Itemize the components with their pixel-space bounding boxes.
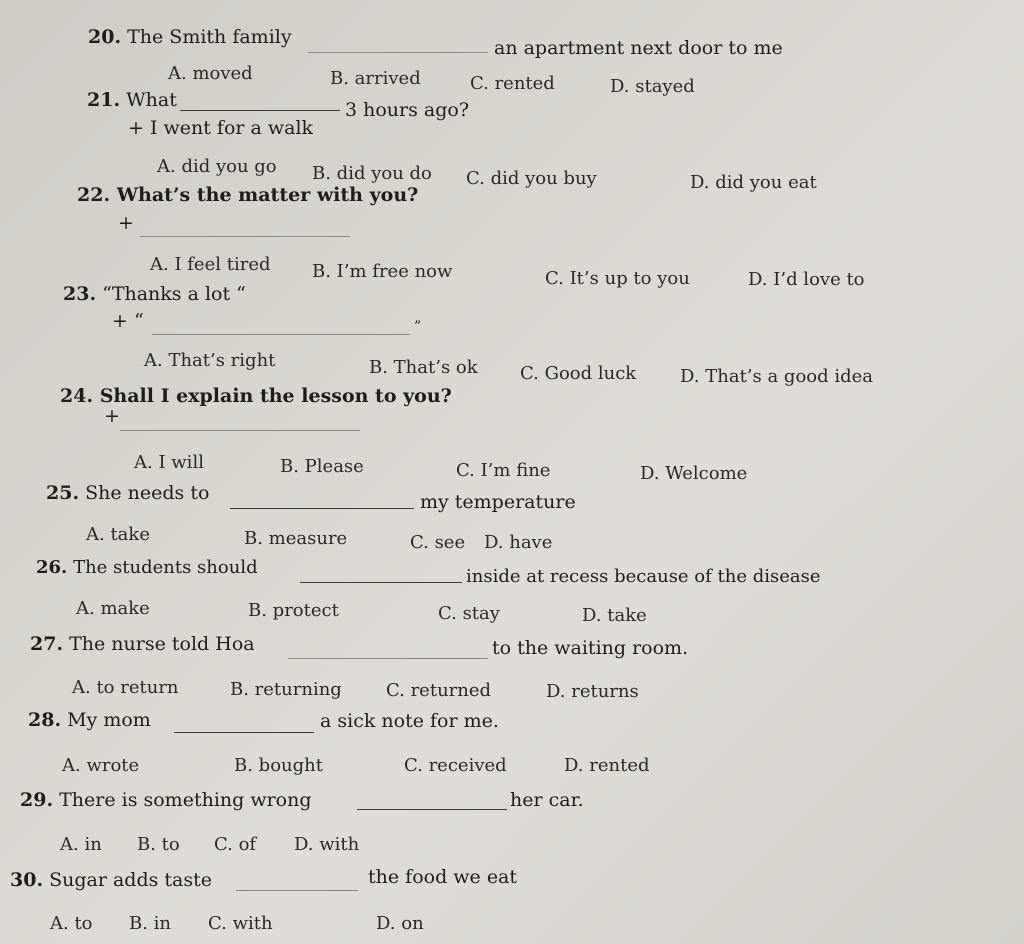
question-22-stem: 22. What’s the matter with you? (77, 184, 419, 206)
question-27-option-d: D. returns (546, 681, 639, 702)
question-30-option-b: B. in (129, 913, 172, 934)
question-26-option-d: D. take (582, 605, 647, 626)
question-23-option-b: B. That’s ok (369, 357, 478, 378)
question-22-option-d: D. I’d love to (748, 269, 865, 290)
question-29-blank (357, 809, 507, 810)
question-30-option-d: D. on (376, 913, 424, 934)
question-20-option-a: A. moved (168, 63, 253, 84)
question-22-option-a: A. I feel tired (150, 254, 271, 275)
question-28-stem: 28. My mom (28, 709, 151, 731)
question-26-option-a: A. make (76, 598, 150, 619)
question-25-option-b: B. measure (244, 528, 348, 549)
question-20-stem: 20. The Smith family (88, 26, 292, 48)
question-26-option-b: B. protect (248, 600, 339, 621)
question-27-blank (288, 658, 488, 659)
question-20-blank (308, 52, 488, 53)
question-29-stem-end: her car. (510, 789, 584, 811)
question-25-option-a: A. take (86, 524, 150, 545)
question-23-stem: 23. “Thanks a lot “ (63, 283, 246, 305)
question-24-option-c: C. I’m fine (456, 460, 551, 481)
question-29-stem: 29. There is something wrong (20, 789, 312, 811)
question-27-stem: 27. The nurse told Hoa (30, 633, 255, 655)
question-20-stem-end: an apartment next door to me (494, 37, 783, 59)
question-23-option-d: D. That’s a good idea (680, 366, 874, 387)
question-29-option-c: C. of (214, 834, 257, 855)
question-27-option-a: A. to return (72, 677, 179, 698)
question-21-option-d: D. did you eat (690, 172, 817, 193)
question-22-reply: + (118, 212, 134, 234)
question-24-option-a: A. I will (134, 452, 204, 473)
question-23-option-a: A. That’s right (144, 350, 276, 371)
question-20-option-c: C. rented (470, 73, 555, 94)
question-28-option-b: B. bought (234, 755, 323, 776)
question-25-option-c: C. see (410, 532, 466, 553)
question-21-option-a: A. did you go (157, 156, 277, 177)
question-23-reply: + “ (112, 310, 144, 332)
question-21-blank (180, 110, 340, 111)
question-22-blank (140, 236, 350, 237)
question-20-option-b: B. arrived (330, 68, 421, 89)
question-20-option-d: D. stayed (610, 76, 695, 97)
question-27-option-c: C. returned (386, 680, 492, 701)
question-21-stem-end: 3 hours ago? (345, 99, 470, 121)
question-28-option-d: D. rented (564, 755, 650, 776)
question-23-blank (152, 334, 410, 335)
question-24-option-b: B. Please (280, 456, 364, 477)
question-22-option-c: C. It’s up to you (545, 268, 690, 289)
question-30-option-c: C. with (208, 913, 273, 934)
question-21-stem: 21. What (87, 89, 177, 111)
question-30-blank (236, 890, 358, 891)
question-21-option-b: B. did you do (312, 163, 432, 184)
question-21-option-c: C. did you buy (466, 168, 597, 189)
question-24-stem: 24. Shall I explain the lesson to you? (60, 385, 452, 407)
question-28-blank (174, 732, 314, 733)
question-23-option-c: C. Good luck (520, 363, 637, 384)
question-25-stem-end: my temperature (420, 491, 576, 513)
question-29-option-d: D. with (294, 834, 360, 855)
question-25-blank (230, 508, 414, 509)
question-24-option-d: D. Welcome (640, 463, 748, 484)
question-25-option-d: D. have (484, 532, 553, 553)
question-24-blank (120, 430, 360, 431)
question-21-reply: + I went for a walk (128, 117, 314, 139)
question-26-option-c: C. stay (438, 603, 500, 624)
question-30-stem: 30. Sugar adds taste (10, 869, 213, 891)
question-27-stem-end: to the waiting room. (492, 637, 689, 659)
question-28-option-a: A. wrote (62, 755, 140, 776)
question-28-stem-end: a sick note for me. (320, 710, 499, 732)
question-27-option-b: B. returning (230, 679, 342, 700)
question-23-reply-end: ” (414, 319, 422, 335)
question-24-reply: + (104, 405, 120, 427)
question-28-option-c: C. received (404, 755, 507, 776)
question-30-stem-end: the food we eat (368, 866, 518, 888)
question-29-option-a: A. in (60, 834, 102, 855)
question-25-stem: 25. She needs to (46, 482, 210, 504)
question-22-option-b: B. I’m free now (312, 261, 453, 282)
question-26-blank (300, 582, 462, 583)
question-30-option-a: A. to (50, 913, 93, 934)
question-26-stem-end: inside at recess because of the disease (466, 566, 821, 587)
question-26-stem: 26. The students should (36, 557, 258, 578)
question-29-option-b: B. to (137, 834, 180, 855)
